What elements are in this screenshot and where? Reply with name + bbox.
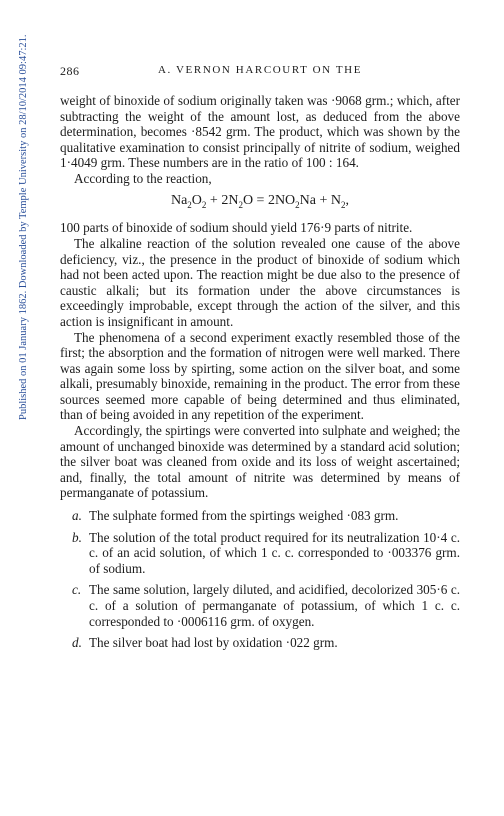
paragraph-reaction-intro: According to the reaction, xyxy=(74,170,212,186)
list-item xyxy=(60,582,460,629)
equation-part: Na xyxy=(170,192,188,208)
chemical-equation xyxy=(60,192,460,214)
equation-part: + 2N xyxy=(206,192,239,208)
paragraph-yield: 100 parts of binoxide of sodium should yield 176·9 parts of nitrite. xyxy=(60,220,413,236)
equation-subscript: 2 xyxy=(341,199,346,210)
item-text: The same solution, largely diluted, and acidified, decolorized 305·6 c. c. of a solution of permanganate of potassium, of which 1 c. c. corresponded to ·0006116 grm. of oxygen. xyxy=(89,582,460,629)
equation-part: O xyxy=(191,192,202,208)
equation-subscript: 2 xyxy=(295,199,300,210)
equation-part: , xyxy=(345,192,350,208)
item-label: d. xyxy=(72,635,82,651)
paragraph-accordingly: Accordingly, the spirtings were converted into sulphate and weighed; the amount of unchanged binoxide was determined by a standard acid solution; the silver boat was cleaned from oxide and its loss of weight ascertained; and, finally, the total amount of nitrite was determined by means of permanganate of potassium. xyxy=(60,423,460,501)
running-title: A. VERNON HARCOURT ON THE xyxy=(157,64,363,76)
item-label: a. xyxy=(72,508,82,524)
page-number: 286 xyxy=(60,64,80,78)
page-header xyxy=(60,64,460,80)
item-label: b. xyxy=(72,529,82,545)
list-item xyxy=(60,635,460,651)
results-list xyxy=(60,508,460,651)
equation-part: Na + N xyxy=(299,192,342,208)
equation-subscript: 2 xyxy=(187,199,192,210)
download-margin-note: Published on 01 January 1862. Downloaded by Temple University on 28/10/2014 09:47:21. xyxy=(18,34,29,420)
equation-subscript: 2 xyxy=(201,199,207,210)
item-text: The solution of the total product required for its neutralization 10·4 c. c. of an acid solution, of which 1 c. c. corresponded to ·003376 grm. of sodium. xyxy=(89,529,460,576)
paragraph-alkaline-reaction: The alkaline reaction of the solution revealed one cause of the above deficiency, viz., the presence in the product of binoxide of sodium which had not been acted upon. The reaction might be due also to the presence of caustic alkali; but its formation under the above circumstances is exceedingly improbable, except through the action of the silver, and this action is insignificant in amount. xyxy=(60,235,460,329)
item-label: c. xyxy=(72,582,82,598)
list-item xyxy=(60,508,460,524)
item-text: The silver boat had lost by oxidation ·022 grm. xyxy=(89,635,338,651)
paragraph-weight-continuation: weight of binoxide of sodium originally taken was ·9068 grm.; which, after subtracting the weight of the amount lost, as deduced from the above determination, becomes ·8542 grm. The product, which was shown by the qualitative examination to consist principally of nitrite of sodium, weighed 1·4049 grm. These numbers are in the ratio of 100 : 164. xyxy=(60,93,460,171)
page-body xyxy=(60,93,460,657)
equation-part: O = 2NO xyxy=(242,192,296,208)
item-text: The sulphate formed from the spirtings weighed ·083 grm. xyxy=(89,508,399,524)
list-item xyxy=(60,530,460,577)
paragraph-second-experiment: The phenomena of a second experiment exactly resembled those of the first; the absorption and the formation of nitrogen were well marked. There was again some loss by spirting, some action on the silver boat, and some alkali, presumably binoxide, remaining in the product. The error from these sources seemed more capable of being determined and thus eliminated, than of being avoided in any repetition of the experiment. xyxy=(60,329,460,423)
equation-subscript: 2 xyxy=(238,199,243,210)
